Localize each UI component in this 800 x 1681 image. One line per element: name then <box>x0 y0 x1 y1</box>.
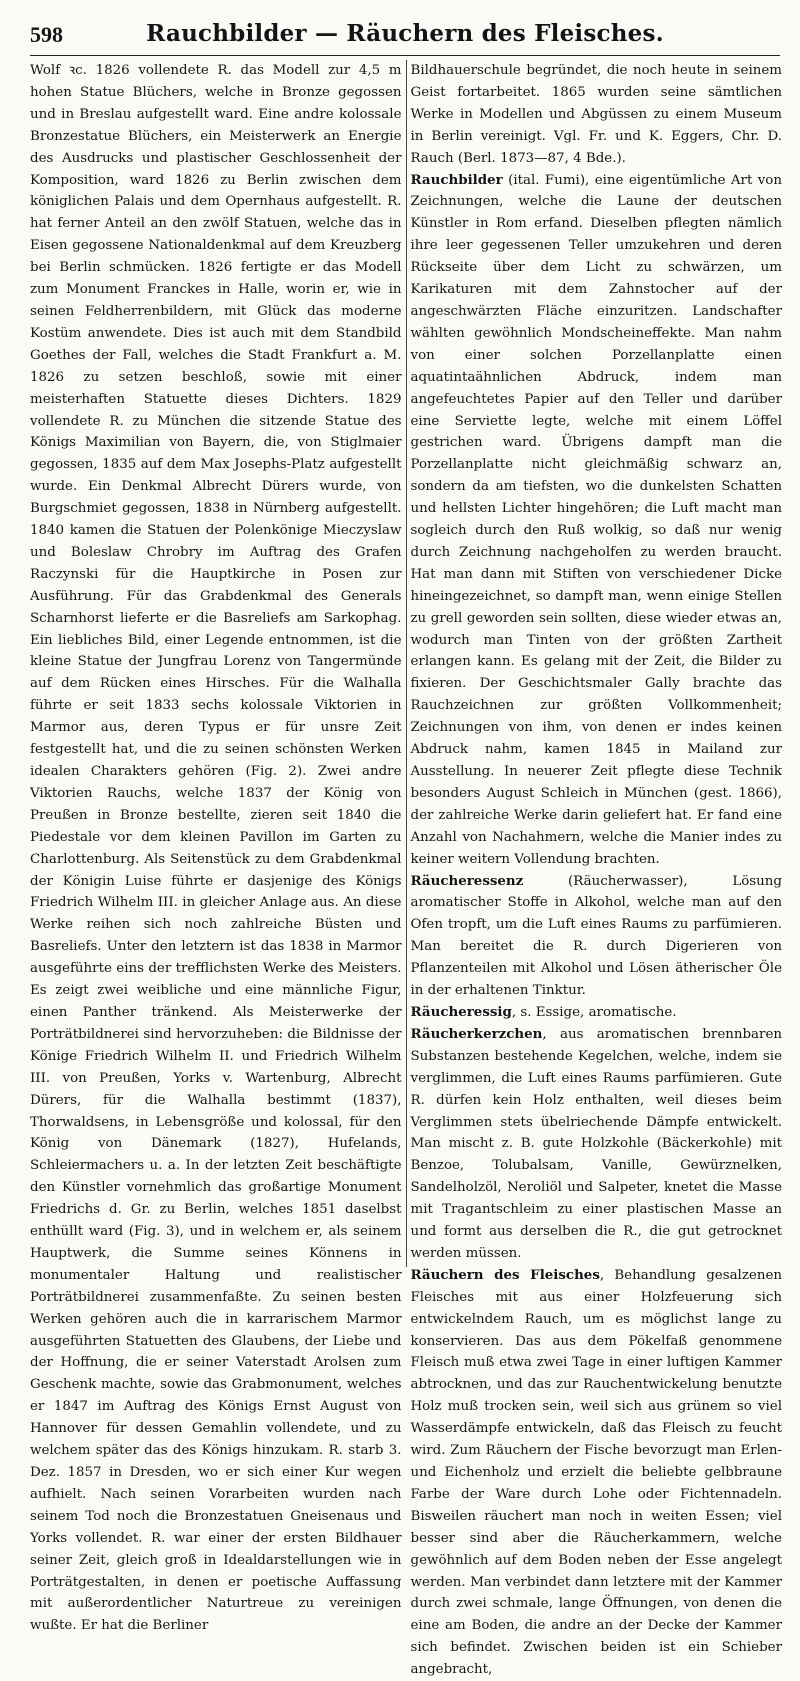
right-column <box>410 60 783 1678</box>
entry-body: (Räucherwasser), Lösung aromatischer Stoffe in Alkohol, welche man auf den Ofen tropft, um die Luft eines Raums zu parfümieren. Man bereitet die R. durch Digerieren von Pflanzenteilen mit Alkohol und Lösen ätherischer Öle in der erhaltenen Tinktur. <box>410 873 782 999</box>
page-number: 598 <box>30 22 63 47</box>
page-header <box>30 10 780 56</box>
left-column-text: Wolf ꝛc. 1826 vollendete R. das Modell zur 4,5 m hohen Statue Blüchers, welche in Bronze gegossen und in Breslau aufgestellt ward. Eine andre kolossale Bronzestatue Blüchers, ein Meisterwerk an Energie des Ausdrucks und plastischer Geschlossenheit der Komposition, ward 1826 zu Berlin zwischen dem königlichen Palais und dem Opernhaus aufgestellt. R. hat ferner Anteil an den zwölf Statuen, welche das in Eisen gegossene Nationaldenkmal auf dem Kreuzberg bei Berlin schmücken. 1826 fertigte er das Modell zum Monument Franckes in Halle, worin er, wie in seinen Feldherrenbildern, mit Glück das moderne Kostüm anwendete. Dies ist auch mit dem Standbild Goethes der Fall, welches die Stadt Frankfurt a. M. 1826 zu setzen beschloß, sowie mit einer meisterhaften Statuette dieses Dichters. 1829 vollendete R. zu München die sitzende Statue des Königs Maximilian von Bayern, die, von Stiglmaier gegossen, 1835 auf dem Max Josephs-Platz aufgestellt wurde. Ein Denkmal Albrecht Dürers wurde, von Burgschmiet gegossen, 1838 in Nürnberg aufgestellt. 1840 kamen die Statuen der Polenkönige Mieczyslaw und Boleslaw Chrobry im Auftrag des Grafen Raczynski für die Hauptkirche in Posen zur Ausführung. Für das Grabdenkmal des Generals Scharnhorst lieferte er die Basreliefs am Sarkophag. Ein liebliches Bild, einer Legende entnommen, ist die kleine Statue der Jungfrau Lorenz von Tangermünde auf dem Rücken eines Hirsches. Für die Walhalla führte er seit 1833 sechs kolossale Viktorien in Marmor aus, deren Typus er für unsre Zeit festgestellt hat, und die zu seinen schönsten Werken idealen Charakters gehören (Fig. 2). Zwei andre Viktorien Rauchs, welche 1837 der König von Preußen in Bronze bestellte, zieren seit 1840 die Piedestale vor dem kleinen Pavillon im Garten zu Charlottenburg. Als Seitenstück zu dem Grabdenkmal der Königin Luise führte er dasjenige des Königs Friedrich Wilhelm III. in gleicher Anlage aus. An diese Werke reihen sich noch zahlreiche Büsten und Basreliefs. Unter den letztern ist das 1838 in Marmor ausgeführte eins der trefflichsten Werke des Meisters. Es zeigt zwei weibliche und eine männliche Figur, einen Panther tränkend. Als Meisterwerke der Porträtbildnerei sind hervorzuheben: die Bildnisse der Könige Friedrich Wilhelm II. und Friedrich Wilhelm III. von Preußen, Yorks v. Wartenburg, Albrecht Dürers, für die Walhalla bestimmt (1837), Thorwaldsens, in Lebensgröße und kolossal, für den König von Dänemark (1827), Hufelands, Schleiermachers u. a. In der letzten Zeit beschäftigte den Künstler vornehmlich das großartige Monument Friedrichs d. Gr. zu Berlin, welches 1851 daselbst enthüllt ward (Fig. 3), und in welchem er, als seinem Hauptwerk, die Summe seines Könnens in monumentaler Haltung und realistischer Porträtbildnerei zusammenfaßte. Zu seinen besten Werken gehören auch die in karrarischem Marmor ausgeführten Statuetten des Glaubens, der Liebe und der Hoffnung, die er seiner Vaterstadt Arolsen zum Geschenk machte, sowie das Grabmonument, welches er 1847 im Auftrag des Königs Ernst August von Hannover für dessen Gemahlin vollendete, und zu welchem später das des Königs hinzukam. R. starb 3. Dez. 1857 in Dresden, wo er sich einer Kur wegen aufhielt. Nach seinen Vorarbeiten wurden nach seinem Tod noch die Bronzestatuen Gneisenaus und Yorks vollendet. R. war einer der ersten Bildhauer seiner Zeit, gleich groß in Idealdarstellungen wie in Porträtgestalten, in denen er poetische Auffassung mit außerordentlicher Naturtreue zu vereinigen wußte. Er hat die Berliner <box>30 63 402 1634</box>
left-column <box>30 60 402 1634</box>
entry-raeucheressenz <box>411 871 783 1002</box>
entry-raeucherkerzchen <box>411 1024 783 1265</box>
entry-raeuchern-des-fleisches <box>411 1265 783 1681</box>
entry-rauchbilder <box>411 170 783 871</box>
entry-raeucheressig <box>411 1002 783 1024</box>
continuation-text: Bildhauerschule begründet, die noch heute in seinem Geist fortarbeitet. 1865 wurden seine sämtlichen Werke in Modellen und Abgüssen zu einem Museum in Berlin vereinigt. Vgl. Fr. und K. Eggers, Chr. D. Rauch (Berl. 1873—87, 4 Bde.). <box>410 63 782 166</box>
headword: Räucheressenz <box>410 872 524 889</box>
entry-body: , aus aromatischen brennbaren Substanzen bestehende Kegelchen, welche, indem sie verglimmen, die Luft eines Raums parfümieren. Gute R. dürfen kein Holz enthalten, weil dieses beim Verglimmen stets übelriechende Dämpfe entwickelt. Man mischt z. B. gute Holzkohle (Bäckerkohle) mit Benzoe, Tolubalsam, Vanille, Gewürznelken, Sandelholzöl, Neroliöl und Salpeter, knetet die Masse mit Tragantschleim zu einer plastischen Masse an und formt aus derselben die R., die gut getrocknet werden müssen. <box>410 1026 782 1261</box>
headword: Räuchern des Fleisches <box>410 1266 600 1283</box>
text-columns <box>30 60 782 1678</box>
entry-body: (ital. Fumi), eine eigentümliche Art von Zeichnungen, welche die Laune der deutschen Künstler in Rom erfand. Dieselben pflegten nämlich ihre leer gegessenen Teller umzukehren und deren Rückseite über dem Licht zu schwärzen, um Karikaturen mit dem Zahnstocher auf der angeschwärzten Fläche einzuritzen. Landschafter wählten gewöhnlich Mondscheineffekte. Man nahm von einer solchen Porzellanplatte einen aquatintaähnlichen Abdruck, indem man angefeuchtetes Papier auf den Teller und darüber eine Serviette legte, welche mit einem Löffel gestrichen ward. Übrigens dampft man die Porzellanplatte nicht gleichmäßig schwarz an, sondern da am tiefsten, wo die dunkelsten Schatten und hellsten Lichter hingehören; die Luft macht man sogleich durch den Ruß wolkig, so daß nur wenig durch Zeichnung nachgeholfen zu werden braucht. Hat man dann mit Stiften von verschiedener Dicke hineingezeichnet, so dampft man, wenn einige Stellen zu grell geworden sein sollten, diese wieder etwas an, wodurch man Tinten von der größten Zartheit erlangen kann. Es gelang mit der Zeit, die Bilder zu fixieren. Der Geschichtsmaler Gally brachte das Rauchzeichnen zur größten Vollkommenheit; Zeichnungen von ihm, von denen er indes keinen Abdruck nahm, kamen 1845 in Mailand zur Ausstellung. In neuerer Zeit pflegte diese Technik besonders August Schleich in München (gest. 1866), der zahlreiche Werke darin geliefert hat. Er fand eine Anzahl von Nachahmern, welche die Manier indes zu keiner weitern Vollendung brachten. <box>410 172 782 867</box>
entry-body: , s. Essige, aromatische. <box>511 1004 677 1020</box>
column-divider <box>406 60 407 1267</box>
headword: Räucherkerzchen <box>410 1025 543 1042</box>
entry-body: , Behandlung gesalzenen Fleisches mit aus einer Holzfeuerung sich entwickelndem Rauch, um es möglichst lange zu konservieren. Das aus dem Pökelfaß genommene Fleisch muß etwa zwei Tage in einer luftigen Kammer abtrocknen, und das zur Rauchentwickelung benutzte Holz muß trocken sein, weil sich aus grünem so viel Wasserdämpfe entwickeln, daß das Fleisch zu feucht wird. Zum Räuchern der Fische bevorzugt man Erlen- und Eichenholz und erzielt die beliebte gelbbraune Farbe der Ware durch Lohe oder Fichtennadeln. Bisweilen räuchert man noch in weiten Essen; viel besser sind aber die Räucherkammern, welche gewöhnlich auf dem Boden neben der Esse angelegt werden. Man verbindet dann letztere mit der Kammer durch zwei schmale, lange Öffnungen, von denen die eine am Boden, die andre an der Decke der Kammer sich befindet. Zwischen beiden ist ein Schieber angebracht, <box>410 1267 782 1678</box>
headword: Rauchbilder <box>410 171 503 188</box>
headword: Räucheressig <box>410 1003 512 1020</box>
running-title: Rauchbilder — Räuchern des Fleisches. <box>146 20 664 47</box>
